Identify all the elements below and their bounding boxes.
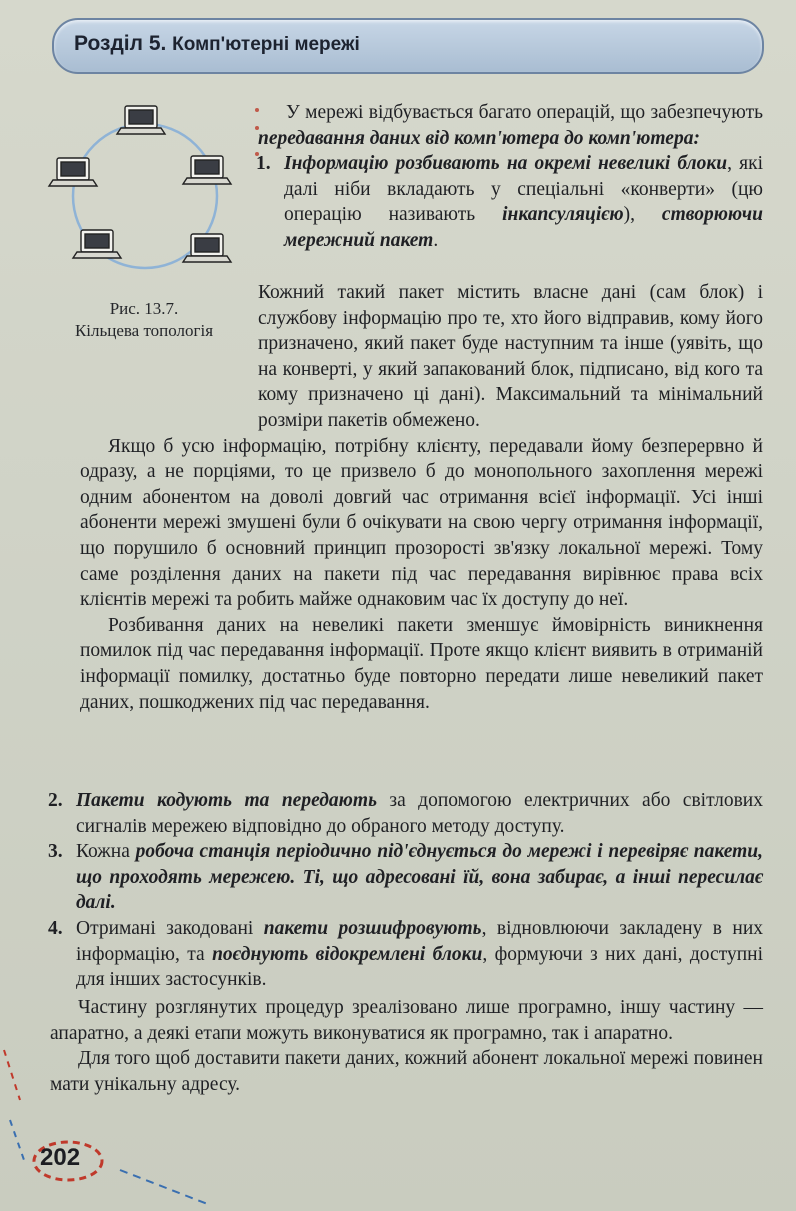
ring-topology-diagram — [45, 96, 245, 296]
figure-title: Кільцева топологія — [74, 321, 214, 340]
section-title: Комп'ютерні мережі — [172, 34, 360, 55]
computer-icon — [49, 158, 97, 186]
list-block — [50, 788, 763, 993]
computer-icon — [183, 234, 231, 262]
paragraph: Частину розглянутих процедур зреалізовано лише програмно, іншу частину — апаратно, а деякі етапи можуть виконуватися як програмно, так і апаратно. — [50, 997, 763, 1044]
computer-icon — [183, 156, 231, 184]
list-item-4: 4. Отримані закодовані пакети розшифровують, відновлюючи закладену в них інформацію, та поєднують відокремлені блоки, формуючи з них дані, доступні для інших застосунків. — [48, 917, 764, 991]
intro-block — [258, 100, 763, 254]
header-title — [74, 32, 360, 56]
list-item-1: 1. Інформацію розбивають на окремі невеликі блоки, які далі ніби вкладають у спеціальні «конверти» (цю операцію називають інкапсуляцією), створюючи мережний пакет. — [256, 153, 763, 251]
body-block — [80, 280, 763, 715]
section-label: Розділ 5. — [74, 32, 167, 55]
list-item-2: 2. Пакети кодують та передають за допомогою електричних або світлових сигналів мережею відповідно до обраного методу доступу. — [48, 790, 763, 837]
paragraph: Кожний такий пакет містить власне дані (сам блок) і службову інформацію про те, хто його відправив, кому його призначено, який пакет буде наступним та інше (уявіть, що на конверті, у який запакований блок, підписано, від кого та кому призначено ці дані). Максимальний та мінімальний розміри пакетів обмежено. — [258, 282, 763, 431]
paragraph: Розбивання даних на невеликі пакети зменшує ймовірність виникнення помилок під час передавання інформації. Проте якщо клієнт виявить в отриманій інформації помилку, достатньо буде повторно передати лише невеликий пакет даних, пошкоджених під час передавання. — [80, 614, 763, 713]
ring-topology-icon — [45, 96, 245, 296]
paragraph: Якщо б усю інформацію, потрібну клієнту, передавали йому безперервно й одразу, а не порціями, то це призвело б до монопольного захоплення мережі одним абонентом на доволі довгий час отримання всієї інформації. Усі інші абоненти мережі змушені були б очікувати на свою чергу отримання інформації, що порушило б основний принцип прозорості зв'язку локальної мережі. Тому саме розділення даних на пакети під час передавання вирівнює права всіх клієнтів мережі та робить майже однаковим час їх доступу до неї. — [80, 435, 763, 611]
computer-icon — [73, 230, 121, 258]
decorative-strokes-icon — [0, 1040, 230, 1211]
intro-paragraph: У мережі відбувається багато операцій, що забезпечують передавання даних від комп'ютера до комп'ютера: — [258, 102, 763, 149]
paragraph: Для того щоб доставити пакети даних, кожний абонент локальної мережі повинен мати унікальну адресу. — [50, 1048, 763, 1095]
figure-number: Рис. 13.7. — [109, 299, 179, 318]
page-number: 202 — [40, 1144, 81, 1171]
computer-icon — [117, 106, 165, 134]
section-header — [52, 18, 764, 74]
list-item-3: 3. Кожна робоча станція періодично під'єднується до мережі і перевіряє пакети, що проходять мережею. Ті, що адресовані їй, вона забирає, а інші пересилає далі. — [48, 841, 763, 914]
